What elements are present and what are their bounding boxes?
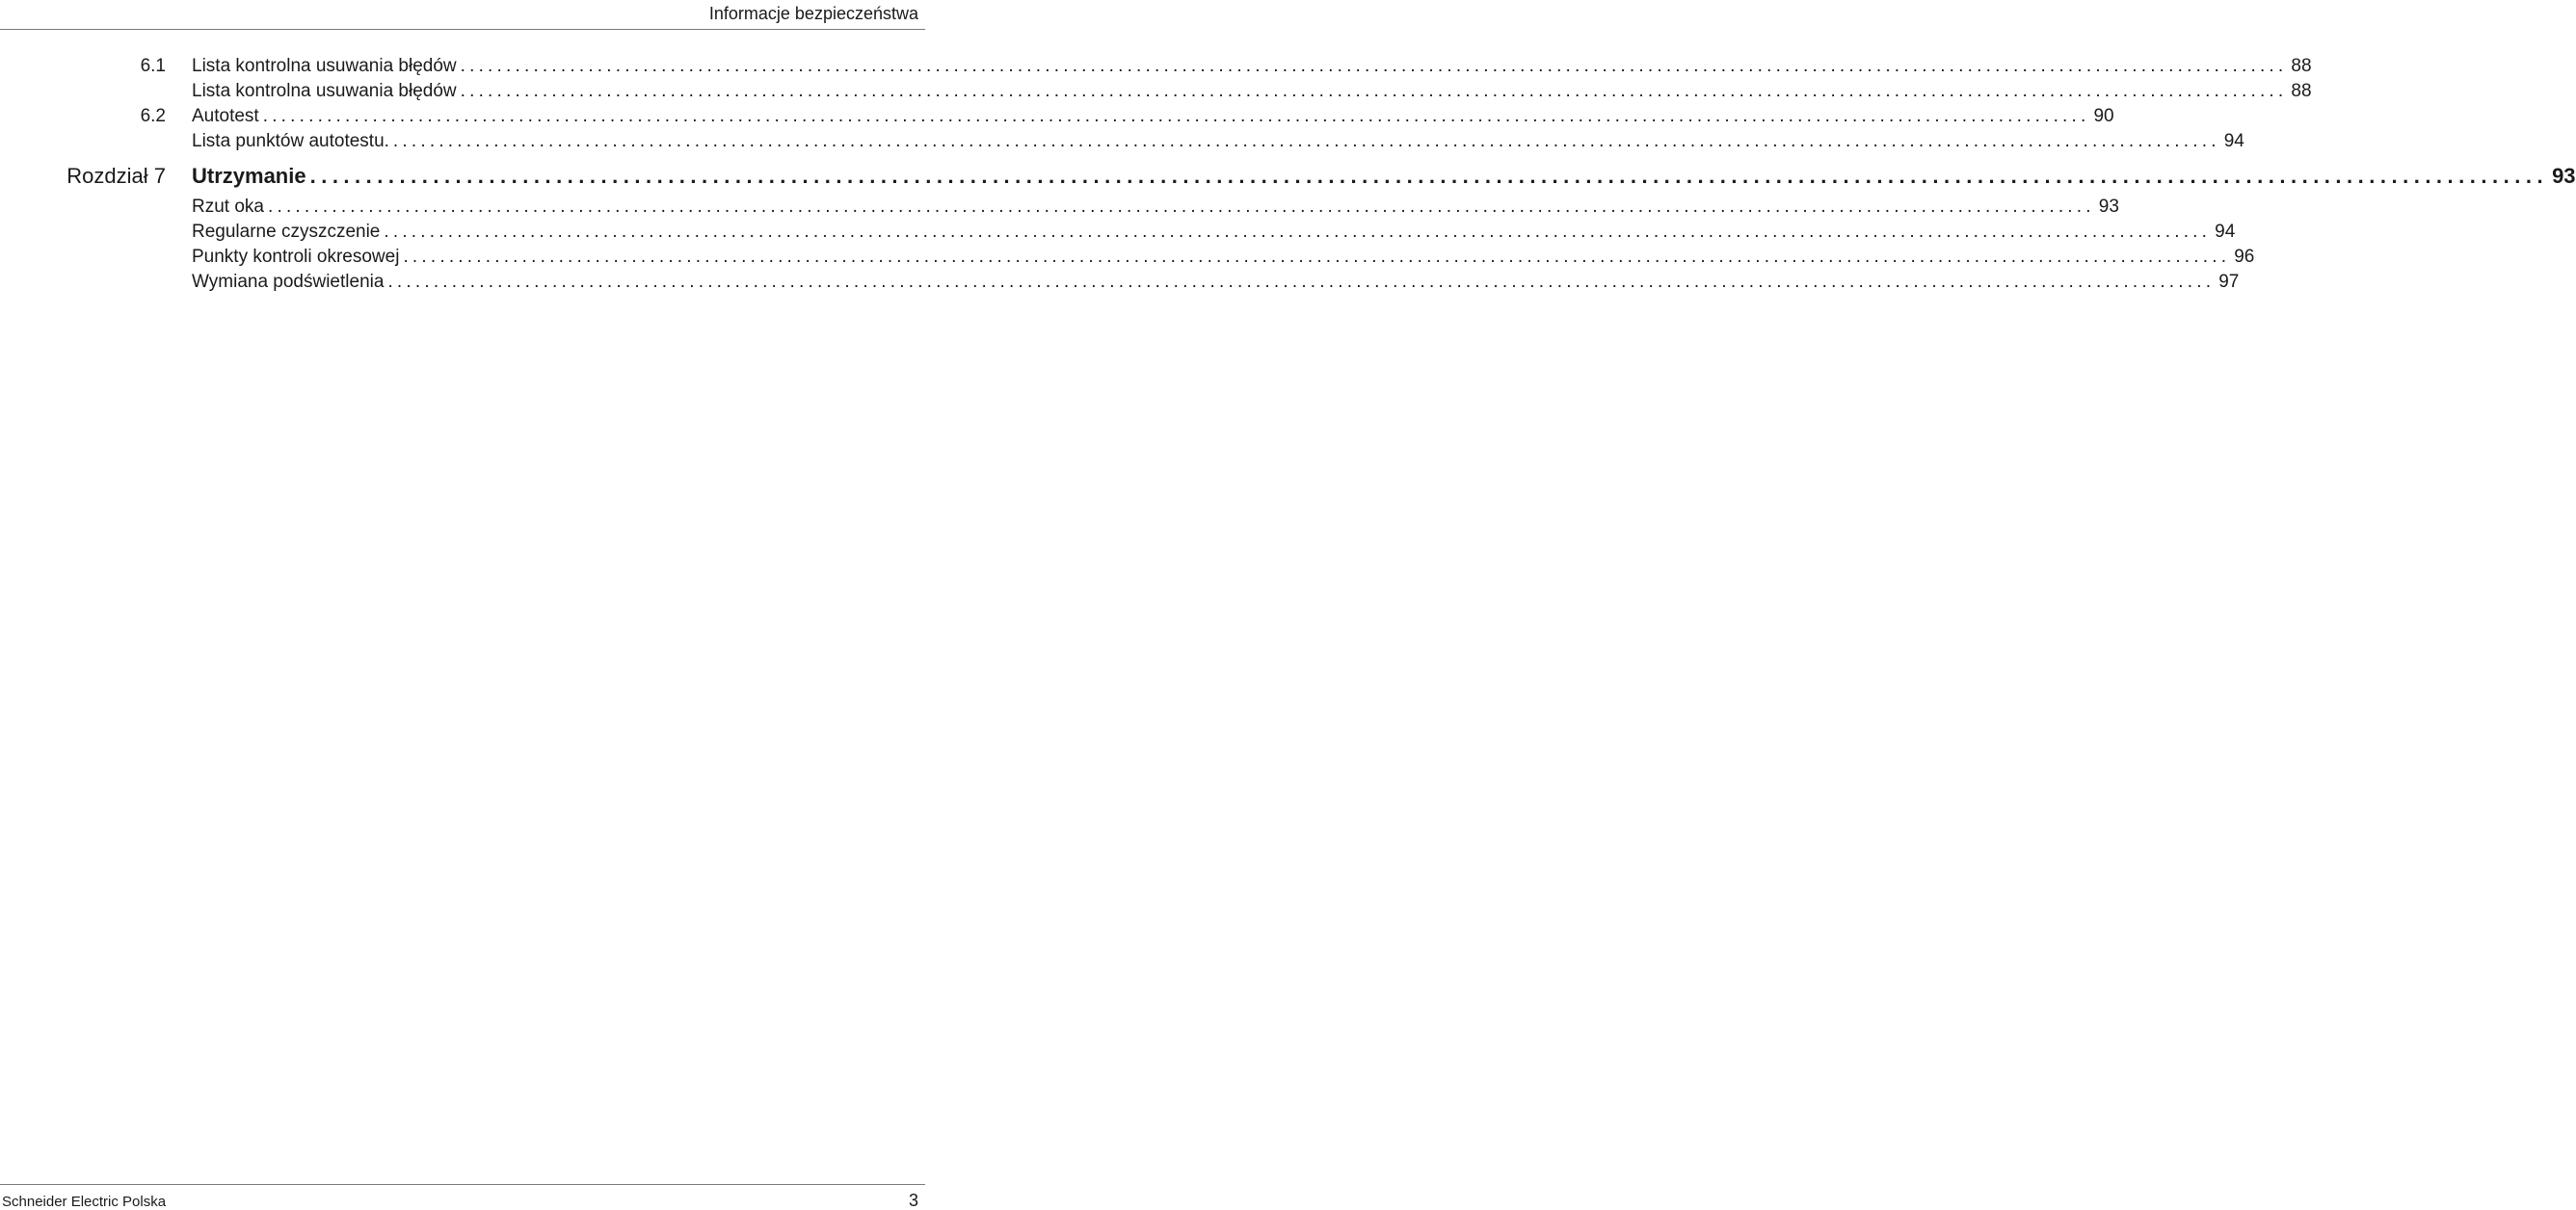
page-footer xyxy=(0,1184,925,1210)
toc-entry[interactable] xyxy=(0,79,2312,104)
page-header xyxy=(0,0,925,29)
toc-entry-page: 94 xyxy=(2215,222,2236,242)
toc-entry[interactable] xyxy=(0,104,2114,129)
toc-dot-leader: ........................................................................................................................................................................................................ xyxy=(384,222,2212,242)
toc-dot-leader: ........................................................................................................................................................................................................ xyxy=(309,164,2549,188)
toc-dot-leader: ........................................................................................................................................................................................................ xyxy=(267,197,2095,217)
toc-entry[interactable] xyxy=(0,245,2255,270)
toc-entry-page: 88 xyxy=(2291,81,2312,101)
toc-entry-page: 90 xyxy=(2093,106,2114,126)
toc-entry[interactable] xyxy=(0,129,2244,154)
toc-entry-title: Wymiana podświetlenia xyxy=(192,272,385,292)
toc-dot-leader: ........................................................................................................................................................................................................ xyxy=(460,81,2288,101)
toc-chapter-number: Rozdział 7 xyxy=(66,164,166,188)
toc-entry-page: 96 xyxy=(2234,247,2255,267)
footer-divider xyxy=(0,1184,925,1185)
toc-entry-page: 88 xyxy=(2291,56,2312,76)
toc-entry[interactable] xyxy=(0,195,2119,220)
toc-chapter-entry[interactable] xyxy=(0,154,2576,193)
toc-entry-page: 93 xyxy=(2098,197,2119,217)
toc-entry[interactable] xyxy=(0,220,2236,245)
toc-entry-title: Punkty kontroli okresowej xyxy=(192,247,400,267)
toc-entry-page: 97 xyxy=(2218,272,2240,292)
toc-entry-page: 94 xyxy=(2223,131,2244,151)
toc-entry-title: Lista kontrolna usuwania błędów xyxy=(192,81,457,101)
table-of-contents xyxy=(0,54,2576,295)
toc-dot-leader: ........................................................................................................................................................................................................ xyxy=(403,247,2231,267)
toc-entry-title: Lista kontrolna usuwania błędów xyxy=(192,56,457,76)
header-title: Informacje bezpieczeństwa xyxy=(708,4,918,23)
toc-entry-title: Rzut oka xyxy=(192,197,264,217)
toc-entry-number: 6.2 xyxy=(140,106,166,126)
toc-entry-title: Regularne czyszczenie xyxy=(192,222,381,242)
toc-dot-leader: ........................................................................................................................................................................................................ xyxy=(460,56,2288,76)
toc-entry[interactable] xyxy=(0,270,2240,295)
toc-entry-title: Lista punktów autotestu. xyxy=(192,131,389,151)
toc-entry-number: 6.1 xyxy=(140,56,166,76)
toc-dot-leader: ........................................................................................................................................................................................................ xyxy=(392,131,2220,151)
toc-dot-leader: ........................................................................................................................................................................................................ xyxy=(262,106,2090,126)
toc-entry-title: Autotest xyxy=(192,106,259,126)
toc-dot-leader: ........................................................................................................................................................................................................ xyxy=(387,272,2216,292)
footer-page-number: 3 xyxy=(908,1191,918,1210)
toc-chapter-page: 93 xyxy=(2552,164,2576,188)
toc-chapter-title: Utrzymanie xyxy=(192,164,306,188)
header-divider xyxy=(0,29,925,30)
toc-entry[interactable] xyxy=(0,54,2312,79)
footer-company: Schneider Electric Polska xyxy=(2,1194,167,1210)
